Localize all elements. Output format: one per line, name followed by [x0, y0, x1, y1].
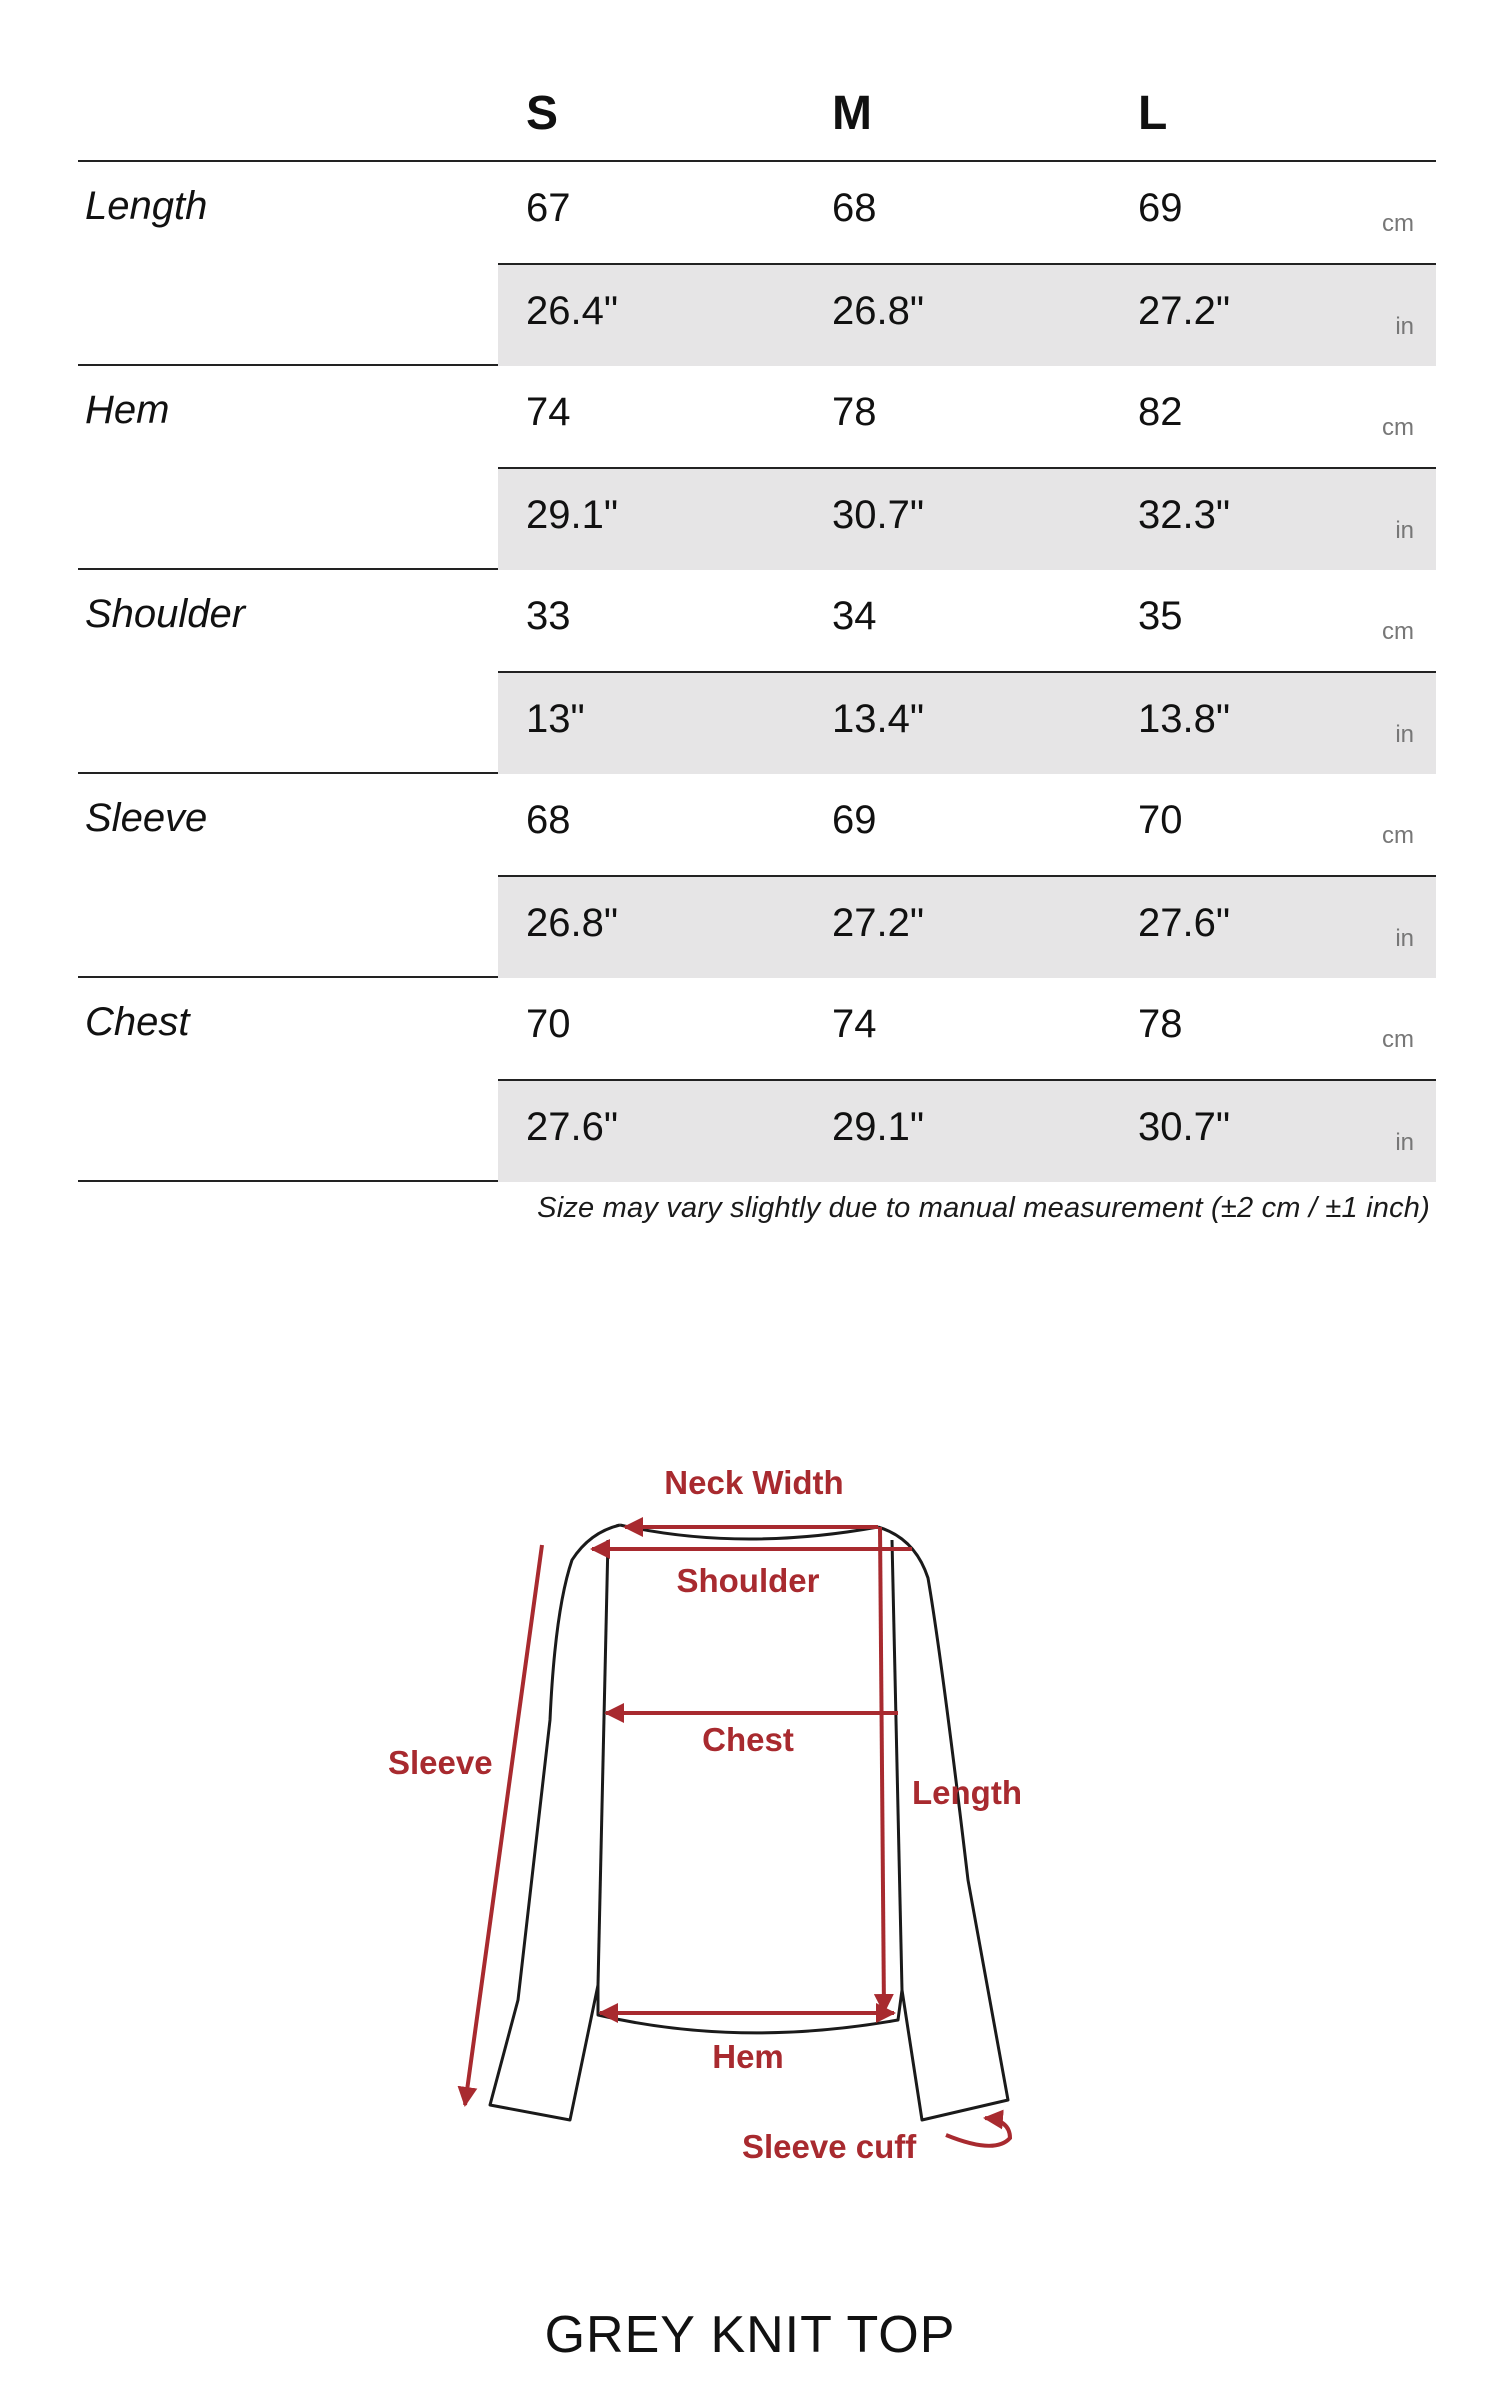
value-cm-l: 82 [1138, 390, 1183, 434]
value-cm-m: 74 [832, 1002, 877, 1046]
value-cm-l: 78 [1138, 1002, 1183, 1046]
length-label: Length [912, 1774, 1022, 1811]
sleeve-label: Sleeve [388, 1744, 493, 1781]
hem-label: Hem [712, 2038, 784, 2075]
value-in-m: 26.8" [832, 289, 925, 333]
sleeve-arrow [465, 1545, 542, 2105]
value-cm-l: 35 [1138, 594, 1183, 638]
value-cm-l: 69 [1138, 186, 1183, 230]
left-armhole-seam [598, 1540, 608, 1985]
size-head-s: S [526, 87, 559, 140]
value-cm-s: 67 [526, 186, 571, 230]
value-in-s: 29.1" [526, 493, 619, 537]
measurement-note: Size may vary slightly due to manual measurement (±2 cm / ±1 inch) [537, 1192, 1430, 1224]
size-head-m: M [832, 87, 872, 140]
sleeve-cuff-arrow [946, 2118, 1010, 2146]
value-in-s: 27.6" [526, 1105, 619, 1149]
sleeve-cuff-label: Sleeve cuff [742, 2128, 917, 2165]
unit-in: in [1395, 925, 1414, 952]
value-cm-m: 69 [832, 798, 877, 842]
value-cm-m: 68 [832, 186, 877, 230]
measurement-label: Length [85, 184, 208, 228]
value-in-m: 30.7" [832, 493, 925, 537]
knit-top-outline [490, 1525, 1008, 2120]
measurement-label: Chest [85, 1000, 190, 1044]
value-cm-s: 68 [526, 798, 571, 842]
value-cm-l: 70 [1138, 798, 1183, 842]
value-in-l: 30.7" [1138, 1105, 1231, 1149]
unit-in: in [1395, 517, 1414, 544]
value-in-l: 27.6" [1138, 901, 1231, 945]
unit-cm: cm [1382, 1026, 1414, 1053]
length-arrow [880, 1527, 884, 2012]
value-cm-m: 78 [832, 390, 877, 434]
measurement-label: Hem [85, 388, 170, 432]
value-in-m: 13.4" [832, 697, 925, 741]
chest-label: Chest [702, 1721, 794, 1758]
value-cm-s: 33 [526, 594, 571, 638]
unit-in: in [1395, 1129, 1414, 1156]
product-title: GREY KNIT TOP [544, 2306, 956, 2364]
unit-in: in [1395, 721, 1414, 748]
measurement-label: Shoulder [85, 592, 246, 636]
value-in-s: 26.8" [526, 901, 619, 945]
unit-cm: cm [1382, 822, 1414, 849]
value-cm-s: 74 [526, 390, 571, 434]
unit-cm: cm [1382, 210, 1414, 237]
shoulder-label: Shoulder [676, 1562, 820, 1599]
neck-width-label: Neck Width [664, 1464, 844, 1501]
value-in-m: 29.1" [832, 1105, 925, 1149]
unit-cm: cm [1382, 618, 1414, 645]
body-outline [490, 1525, 1008, 2120]
unit-in: in [1395, 313, 1414, 340]
size-head-l: L [1138, 87, 1168, 140]
value-in-l: 32.3" [1138, 493, 1231, 537]
measurement-label: Sleeve [85, 796, 208, 840]
unit-cm: cm [1382, 414, 1414, 441]
value-cm-s: 70 [526, 1002, 571, 1046]
value-in-s: 13" [526, 697, 585, 741]
value-in-s: 26.4" [526, 289, 619, 333]
right-armhole-seam [892, 1540, 902, 1990]
value-in-m: 27.2" [832, 901, 925, 945]
value-in-l: 27.2" [1138, 289, 1231, 333]
value-in-l: 13.8" [1138, 697, 1231, 741]
value-cm-m: 34 [832, 594, 877, 638]
